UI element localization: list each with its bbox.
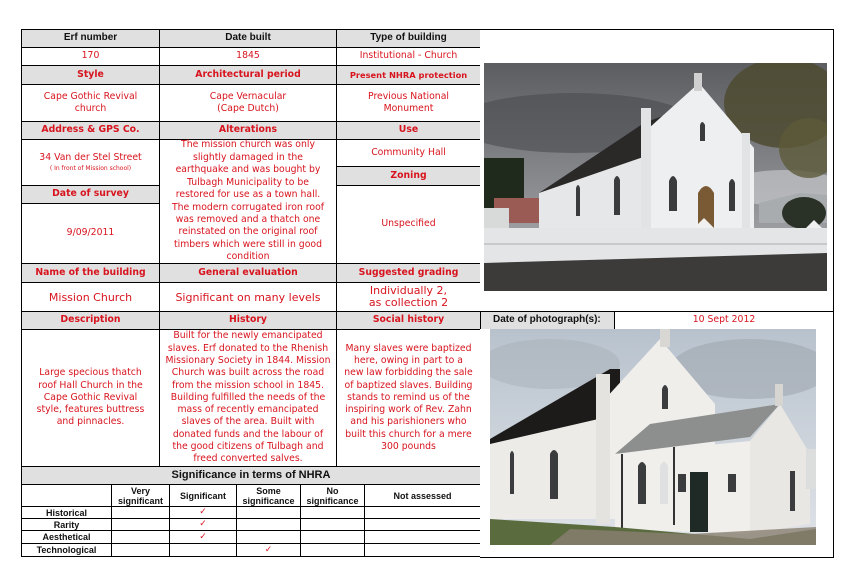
architectural-period-line2: (Cape Dutch) [217,103,279,114]
erf-number-label: Erf number [21,29,160,48]
history-value: Built for the newly emancipated slaves. Erf donated to the Rhenish Missionary Society in 1844. Mission Church was built across the road from the mission school in 1845. Building fulfilled the needs of the mass of recently emancipated slaves of the area. Built with donated funds and the labour of the good citizens of Tulbagh and freed converted salves. [159,329,337,467]
address-street: 34 Van der Stel Street [39,152,142,164]
aesthetical-not-assessed [364,530,481,544]
description-label: Description [21,311,160,330]
general-evaluation-value: Significant on many levels [159,282,337,312]
date-built-label: Date built [159,29,337,48]
date-built-value: 1845 [159,47,337,66]
social-history-label: Social history [336,311,481,330]
date-of-survey-label: Date of survey [21,185,160,204]
alterations-value: The mission church was only slightly damaged in the earthquake and was bought by Tulbagh Municipality to be restored for use as a town hall. The modern corrugated iron roof was removed and a thatch one reinstated on the original roof timbers which were still in good condition [159,139,337,264]
architectural-period-value [159,84,337,122]
aesthetical-no-significance [300,530,365,544]
use-value: Community Hall [336,139,481,167]
significance-title: Significance in terms of NHRA [21,466,481,485]
address-label: Address & GPS Co. [21,121,160,140]
row-historical-label: Historical [21,506,112,519]
name-of-building-label: Name of the building [21,263,160,283]
zoning-label: Zoning [336,166,481,186]
type-of-building-label: Type of building [336,29,481,48]
general-evaluation-label: General evaluation [159,263,337,283]
present-nhra-protection-label: Present NHRA protection [336,65,481,85]
technological-significant [169,543,237,557]
church-side-photo [490,329,816,545]
aesthetical-significant: ✓ [169,530,237,544]
type-of-building-value: Institutional - Church [336,47,481,66]
historical-significant: ✓ [169,506,237,519]
aesthetical-some-significance [236,530,301,544]
col-no-significance: No significance [300,484,365,507]
col-not-assessed: Not assessed [364,484,481,507]
photo-frame-bottom [480,329,834,558]
rarity-significant: ✓ [169,518,237,531]
technological-very-significant [111,543,170,557]
name-of-building-value: Mission Church [21,282,160,312]
architectural-period-label: Architectural period [159,65,337,85]
address-value [21,139,160,186]
aesthetical-very-significant [111,530,170,544]
use-label: Use [336,121,481,140]
social-history-value: Many slaves were baptized here, owing in part to a new law forbidding the sale of baptized slaves. Building stands to remind us of the inspiring work of Rev. Zahn and his parishioners who built this church for a mere 300 pounds [336,329,481,467]
description-value: Large specious thatch roof Hall Church in the Cape Gothic Revival style, features buttress and pinnacles. [21,329,160,467]
suggested-grading-line1: Individually 2, [369,283,448,297]
significance-corner [21,484,112,507]
date-of-photograph-label: Date of photograph(s): [480,311,615,330]
zoning-value: Unspecified [336,185,481,264]
suggested-grading-value [336,282,481,312]
technological-some-significance: ✓ [236,543,301,557]
style-label: Style [21,65,160,85]
col-some-significance: Some significance [236,484,301,507]
technological-not-assessed [364,543,481,557]
col-very-significant: Very significant [111,484,170,507]
date-of-photograph-value: 10 Sept 2012 [614,311,834,330]
history-label: History [159,311,337,330]
church-front-photo [484,63,827,291]
row-rarity-label: Rarity [21,518,112,531]
architectural-period-line1: Cape Vernacular [209,90,287,102]
technological-no-significance [300,543,365,557]
suggested-grading-label: Suggested grading [336,263,481,283]
style-value: Cape Gothic Revival church [21,84,160,122]
row-technological-label: Technological [21,543,112,557]
date-of-survey-value: 9/09/2011 [21,203,160,264]
erf-number-value: 170 [21,47,160,66]
address-note: ( In front of Mission school) [49,164,132,172]
photo-frame-top [480,29,834,312]
col-significant: Significant [169,484,237,507]
suggested-grading-line2: as collection 2 [368,296,449,309]
alterations-label: Alterations [159,121,337,140]
row-aesthetical-label: Aesthetical [21,530,112,544]
present-nhra-protection-value: Previous National Monument [336,84,481,122]
